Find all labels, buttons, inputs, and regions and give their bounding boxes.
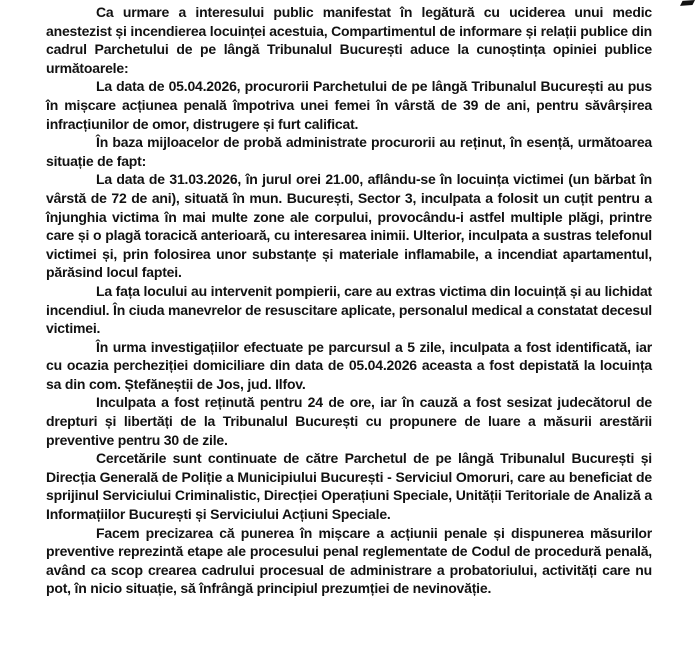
paragraph-presumption-of-innocence: Facem precizarea că punerea în mișcare a acțiunii penale și dispunerea măsurilor preventive reprezintă etape ale procesului penal reglementate de Codul de procedură penală, având ca scop crearea cadrului procesual de administrare a probatoriului, activități care nu pot, în nicio situație, să înfrângă principiul prezumției de nevinovăție. [46, 524, 652, 597]
paragraph-intro: Ca urmare a interesului public manifestat în legătură cu uciderea unui medic anestezist și incendierea locuinței acestuia, Compartimentul de informare și relații publice din cadrul Parchetului de pe lângă Tribunalul București aduce la cunoștința opiniei publice următoarele: [46, 4, 652, 76]
paragraph-detention: Inculpata a fost reținută pentru 24 de ore, iar în cauză a fost sesizat judecătorul de drepturi și libertăți de la Tribunalul București cu propunere de luare a măsurii arestării preventive pentru 30 de zile. [46, 394, 652, 448]
paragraph-incident-description: La data de 31.03.2026, în jurul orei 21.00, aflându-se în locuința victimei (un bărbat în vârstă de 72 de ani), situată în mun. București, Sector 3, inculpata a folosit un cuțit pentru a înjunghia victima în mai multe zone ale corpului, provocându-i astfel multiple plăgi, printre care și o plagă toracică anterioară, cu interesarea inimii. Ulterior, inculpata a sustras telefonul victimei și, prin folosirea unor substanțe și materiale inflamabile, a incendiat apartamentul, părăsind locul faptei. [46, 171, 652, 281]
paragraph-continuing-investigation: Cercetările sunt continuate de către Parchetul de pe lângă Tribunalul București și Direcția Generală de Poliție a Municipiului București - Serviciul Omoruri, care au beneficiat de sprijinul Serviciului Criminalistic, Direcției Operațiuni Speciale, Unității Teritoriale de Analiză a Informațiilor București și Serviciului Acțiuni Speciale. [46, 450, 652, 523]
paragraph-firefighters: La fața locului au intervenit pompierii, care au extras victima din locuință și au lichidat incendiul. În ciuda manevrelor de resuscitare aplicate, personalul medical a constatat decesul victimei. [46, 282, 652, 337]
paragraph-investigation: În urma investigațiilor efectuate pe parcursul a 5 zile, inculpata a fost identificată, iar cu ocazia percheziției domiciliare din data de 05.04.2026 aceasta a fost depistată la locuința sa din com. Ștefăneștii de Jos, jud. Ilfov. [46, 338, 652, 392]
paragraph-facts-lead: În baza mijloacelor de probă administrate procurorii au reținut, în esență, următoarea situație de fapt: [46, 134, 652, 169]
paragraph-criminal-action: La data de 05.04.2026, procurorii Parchetului de pe lângă Tribunalul București au pus în mișcare acțiunea penală împotriva unei femei în vârstă de 39 de ani, pentru săvârșirea infracțiunilor de omor, distrugere și furt calificat. [46, 78, 652, 132]
